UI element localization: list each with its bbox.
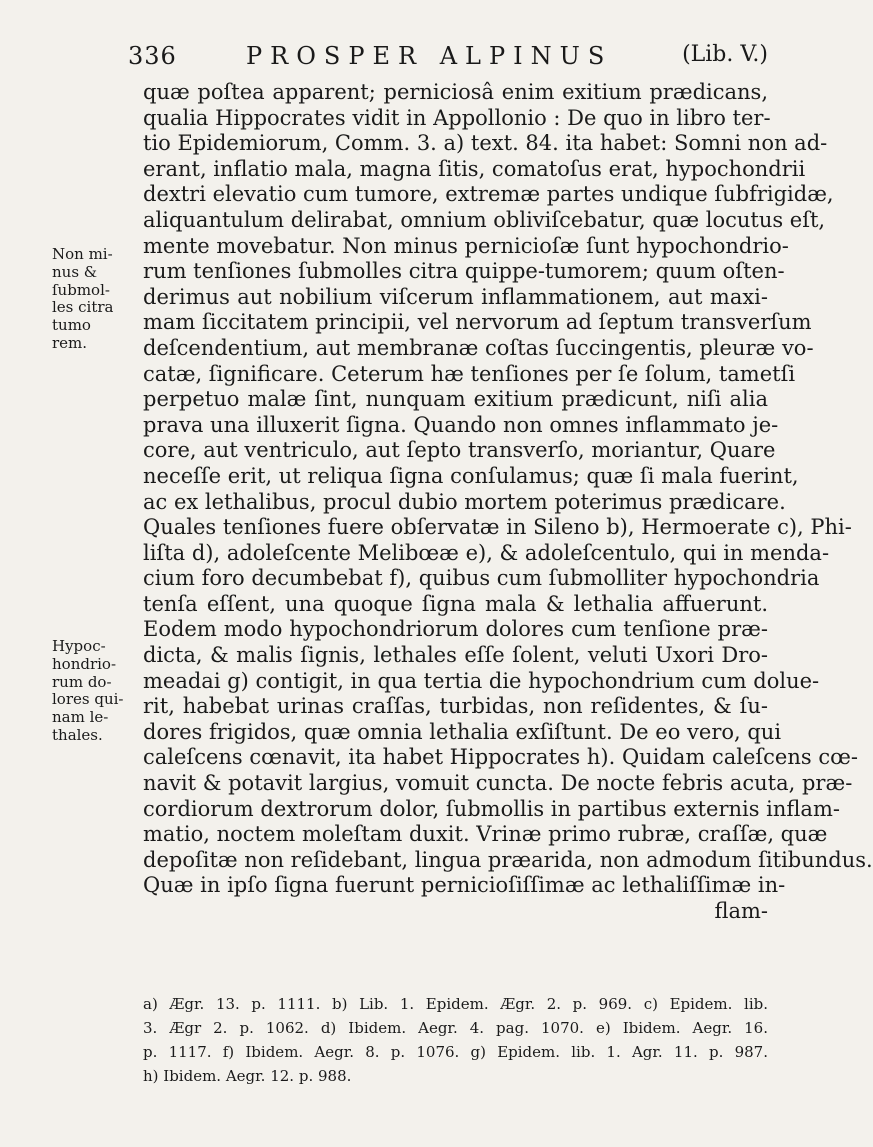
text-line: dicta, & malis ſignis, lethales eſſe ſolent, veluti Uxori Dro- — [143, 643, 768, 668]
margin-note-line: nus & — [52, 262, 98, 281]
margin-note-non-minus — [52, 246, 142, 353]
text-line: qualia Hippocrates vidit in Appollonio : De quo in libro ter- — [143, 105, 771, 130]
text-line: navit & potavit largius, vomuit cuncta. De nocte febris acuta, præ- — [143, 771, 853, 796]
text-line: prava una illuxerit ſigna. Quando non omnes inflammato je- — [143, 412, 779, 437]
margin-note-line: Non mi- — [52, 245, 113, 263]
margin-note-line: thales. — [52, 725, 103, 744]
text-line: liſta d), adoleſcente Melibœæ e), & adoleſcentulo, qui in menda- — [143, 540, 830, 565]
margin-note-line: les citra — [52, 298, 114, 317]
text-line: perpetuo malæ ſint, nunquam exitium prædicunt, niſi alia — [143, 387, 768, 412]
text-line: Quæ in ipſo ſigna fuerunt pernicioſiſſimæ ac lethaliſſimæ in- — [143, 873, 786, 898]
margin-note-line: Hypoc- — [52, 637, 106, 655]
text-line: Eodem modo hypochondriorum dolores cum tenſione præ- — [143, 617, 768, 642]
body-text — [143, 80, 873, 925]
margin-note-line: ſubmol- — [52, 280, 110, 299]
text-line: rit, habebat urinas craſſas, turbidas, non reſidentes, & ſu- — [143, 694, 768, 719]
text-line: core, aut ventriculo, aut ſepto transverſo, moriantur, Quare — [143, 438, 776, 463]
text-line: neceſſe erit, ut reliqua ſigna conſulamus; quæ ſi mala fuerint, — [143, 463, 799, 488]
text-line: tenſa eſſent, una quoque ſigna mala & lethalia affuerunt. — [143, 591, 768, 616]
text-line: mente movebatur. Non minus pernicioſæ ſunt hypochondrio- — [143, 233, 789, 258]
footnote-line: p. 1117. f) Ibidem. Aegr. 8. p. 1076. g) Epidem. lib. 1. Agr. 11. p. 987. — [143, 1043, 768, 1061]
page-number: 336 — [128, 42, 177, 70]
margin-note-line: nam le- — [52, 708, 109, 727]
margin-note-hypochondriorum — [52, 638, 142, 745]
running-title: PROSPER ALPINUS — [246, 42, 613, 70]
catchword: flam- — [714, 899, 768, 923]
footnote-line: h) Ibidem. Aegr. 12. p. 988. — [143, 1067, 352, 1085]
text-line: depoſitæ non reſidebant, lingua præarida, non admodum ſitibundus. — [143, 847, 873, 872]
footnote-line: a) Ægr. 13. p. 1111. b) Lib. 1. Epidem. Ægr. 2. p. 969. c) Epidem. lib. — [143, 995, 768, 1013]
running-head — [128, 42, 768, 82]
text-line: mam ſiccitatem principii, vel nervorum ad ſeptum transverſum — [143, 310, 812, 335]
text-line: meadai g) contigit, in qua tertia die hypochondrium cum dolue- — [143, 668, 820, 693]
book-reference: (Lib. V.) — [682, 42, 768, 67]
margin-note-line: tumo — [52, 316, 91, 335]
text-line: quæ poſtea apparent; perniciosâ enim exitium prædicans, — [143, 80, 768, 104]
text-line: cordiorum dextrorum dolor, ſubmollis in partibus externis inflam- — [143, 796, 840, 821]
text-line: tio Epidemiorum, Comm. 3. a) text. 84. ita habet: Somni non ad- — [143, 131, 828, 156]
margin-note-line: rum do- — [52, 672, 112, 691]
text-line: aliquantulum delirabat, omnium obliviſcebatur, quæ locutus eſt, — [143, 207, 826, 232]
footnote-line: 3. Ægr 2. p. 1062. d) Ibidem. Aegr. 4. pag. 1070. e) Ibidem. Aegr. 16. — [143, 1019, 768, 1037]
text-line: catæ, ſignificare. Ceterum hæ tenſiones per ſe ſolum, tametſi — [143, 361, 796, 386]
text-line: Quales tenſiones fuere obſervatæ in Sileno b), Hermoerate c), Phi- — [143, 515, 852, 540]
text-line: derimus aut nobilium viſcerum inflammationem, aut maxi- — [143, 284, 768, 309]
text-line: ac ex lethalibus, procul dubio mortem poterimus prædicare. — [143, 489, 786, 514]
margin-note-line: hondrio- — [52, 654, 117, 673]
margin-note-line: lores qui- — [52, 690, 124, 709]
margin-note-line: rem. — [52, 333, 88, 352]
text-line: caleſcens cœnavit, ita habet Hippocrates h). Quidam caleſcens cœ- — [143, 745, 858, 770]
text-line: erant, inflatio mala, magna ſitis, comatoſus erat, hypochondrii — [143, 156, 806, 181]
footnotes — [143, 992, 768, 1088]
text-line: matio, noctem moleſtam duxit. Vrinæ primo rubræ, craſſæ, quæ — [143, 822, 828, 847]
text-line: cium foro decumbebat f), quibus cum ſubmolliter hypochondria — [143, 566, 820, 591]
text-line: rum tenſiones ſubmolles citra quippe-tumorem; quum oſten- — [143, 259, 785, 284]
text-line: dextri elevatio cum tumore, extremæ partes undique ſubfrigidæ, — [143, 182, 834, 207]
text-line: dores frigidos, quæ omnia lethalia exſiſtunt. De eo vero, qui — [143, 719, 782, 744]
text-line: deſcendentium, aut membranæ coſtas ſuccingentis, pleuræ vo- — [143, 335, 814, 360]
